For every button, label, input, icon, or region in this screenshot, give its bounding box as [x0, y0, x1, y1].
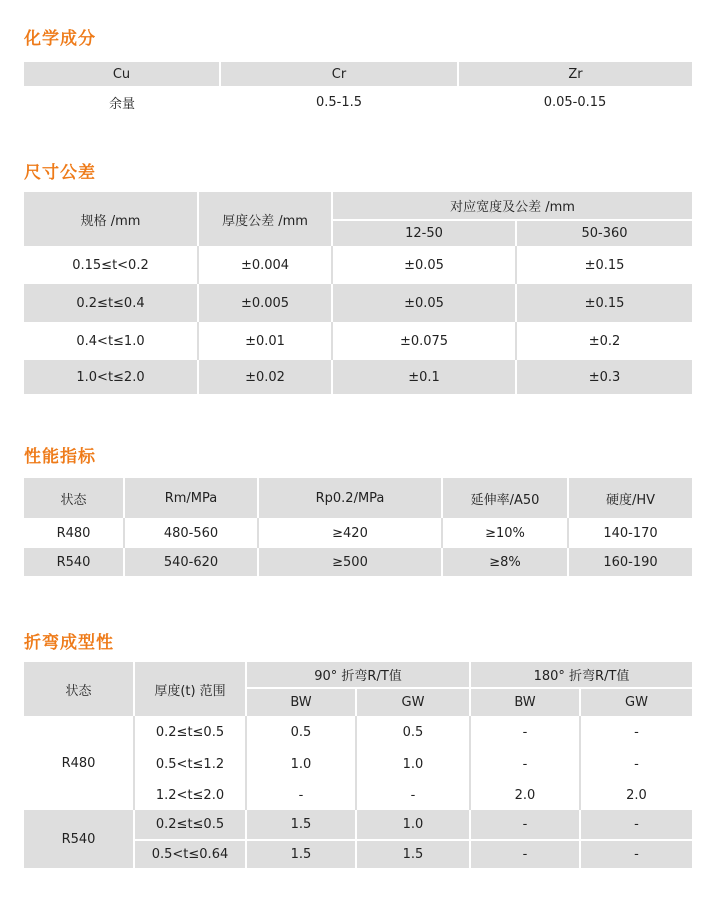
header-cell: 规格 /mm [24, 192, 198, 246]
header-cell: 50-360 [516, 220, 692, 246]
section-title-performance: 性能指标 [24, 447, 96, 467]
table-cell: ±0.2 [588, 333, 621, 349]
table-cell: - [470, 810, 580, 840]
table-cell: - [246, 780, 356, 810]
header-cell: GW [356, 688, 470, 716]
header-cell: GW [580, 688, 692, 716]
table-row [24, 360, 692, 394]
table-cell: 1.5 [246, 840, 356, 868]
table-cell: 2.0 [626, 787, 647, 803]
performance-table [24, 478, 692, 576]
table-cell: ±0.004 [198, 246, 332, 284]
table-cell: 0.2≤t≤0.5 [134, 810, 246, 840]
table-cell: 余量 [108, 96, 135, 112]
table-row [24, 86, 692, 118]
table-cell: ±0.15 [516, 284, 692, 322]
table-cell: ≥8% [442, 548, 568, 576]
header-cell: BW [246, 688, 356, 716]
table-cell: 0.05-0.15 [543, 94, 607, 110]
table-header-row [24, 478, 692, 518]
table-cell: ±0.1 [332, 360, 516, 394]
header-cell: Cu [24, 62, 220, 86]
table-row [24, 284, 692, 322]
table-cell: - [634, 724, 639, 740]
header-cell: 延伸率/A50 [442, 478, 568, 518]
header-cell: 90° 折弯R/T值 [246, 662, 470, 688]
table-cell: - [470, 748, 580, 780]
header-cell: 12-50 [332, 220, 516, 246]
table-row [24, 810, 692, 840]
table-row [24, 548, 692, 576]
table-cell: 1.2<t≤2.0 [134, 780, 246, 810]
table-cell: ±0.15 [584, 257, 625, 273]
table-cell: 1.5 [246, 810, 356, 840]
table-cell: 0.5 [356, 716, 470, 748]
table-cell: 1.5 [356, 840, 470, 868]
table-cell: 0.5-1.5 [315, 94, 363, 110]
section-title-bending: 折弯成型性 [24, 633, 114, 653]
table-cell: 0.15≤t<0.2 [24, 246, 198, 284]
header-cell: 厚度公差 /mm [198, 192, 332, 246]
table-row [24, 518, 692, 548]
table-header-row [24, 62, 692, 86]
section-title-tolerance: 尺寸公差 [24, 163, 96, 183]
chemical-table [24, 62, 692, 118]
table-cell: 2.0 [470, 780, 580, 810]
table-cell: 0.4<t≤1.0 [24, 322, 198, 360]
header-cell: 状态 [24, 662, 134, 716]
table-cell: ≥420 [258, 518, 442, 548]
table-cell: 1.0 [356, 748, 470, 780]
table-cell: 140-170 [603, 525, 658, 541]
table-cell: ±0.005 [198, 284, 332, 322]
header-cell: 厚度(t) 范围 [134, 662, 246, 716]
header-cell: Zr [458, 62, 692, 86]
table-cell: ±0.05 [332, 246, 516, 284]
tolerance-table [24, 192, 692, 394]
table-cell: ≥500 [258, 548, 442, 576]
table-cell: ≥10% [442, 518, 568, 548]
header-cell: BW [470, 688, 580, 716]
table-cell: R540 [24, 548, 124, 576]
table-cell: ±0.3 [516, 360, 692, 394]
table-cell: ±0.02 [198, 360, 332, 394]
header-cell: 硬度/HV [568, 478, 692, 518]
section-title-chemical: 化学成分 [24, 29, 96, 49]
table-header-row [24, 662, 692, 688]
bending-table [24, 662, 692, 868]
table-cell: 1.0 [246, 748, 356, 780]
state-cell: R540 [24, 810, 134, 868]
table-cell: - [470, 716, 580, 748]
table-cell: 160-190 [568, 548, 692, 576]
table-cell: - [470, 840, 580, 868]
table-cell: ±0.075 [332, 322, 516, 360]
table-cell: 0.2≤t≤0.4 [24, 284, 198, 322]
table-cell: - [580, 810, 692, 840]
table-cell: 1.0<t≤2.0 [24, 360, 198, 394]
header-cell: 180° 折弯R/T值 [470, 662, 692, 688]
table-cell: 0.5<t≤0.64 [134, 840, 246, 868]
table-row [24, 246, 692, 284]
table-cell: 1.0 [356, 810, 470, 840]
table-cell: ±0.01 [198, 322, 332, 360]
table-header-row [24, 192, 692, 220]
table-row [24, 322, 692, 360]
state-cell: R480 [24, 716, 134, 810]
table-cell: ±0.05 [332, 284, 516, 322]
table-cell: R480 [24, 518, 124, 548]
table-cell: 540-620 [124, 548, 258, 576]
header-cell: 状态 [24, 478, 124, 518]
table-cell: - [356, 780, 470, 810]
table-cell: 480-560 [124, 518, 258, 548]
table-cell: - [634, 756, 639, 772]
table-cell: - [580, 840, 692, 868]
table-cell: 0.5 [246, 716, 356, 748]
header-cell: Cr [220, 62, 458, 86]
header-cell: Rm/MPa [124, 478, 258, 518]
table-row [24, 716, 692, 748]
table-cell: 0.5<t≤1.2 [134, 748, 246, 780]
table-cell: 0.2≤t≤0.5 [134, 716, 246, 748]
header-cell: 对应宽度及公差 /mm [332, 192, 692, 220]
header-cell: Rp0.2/MPa [258, 478, 442, 518]
